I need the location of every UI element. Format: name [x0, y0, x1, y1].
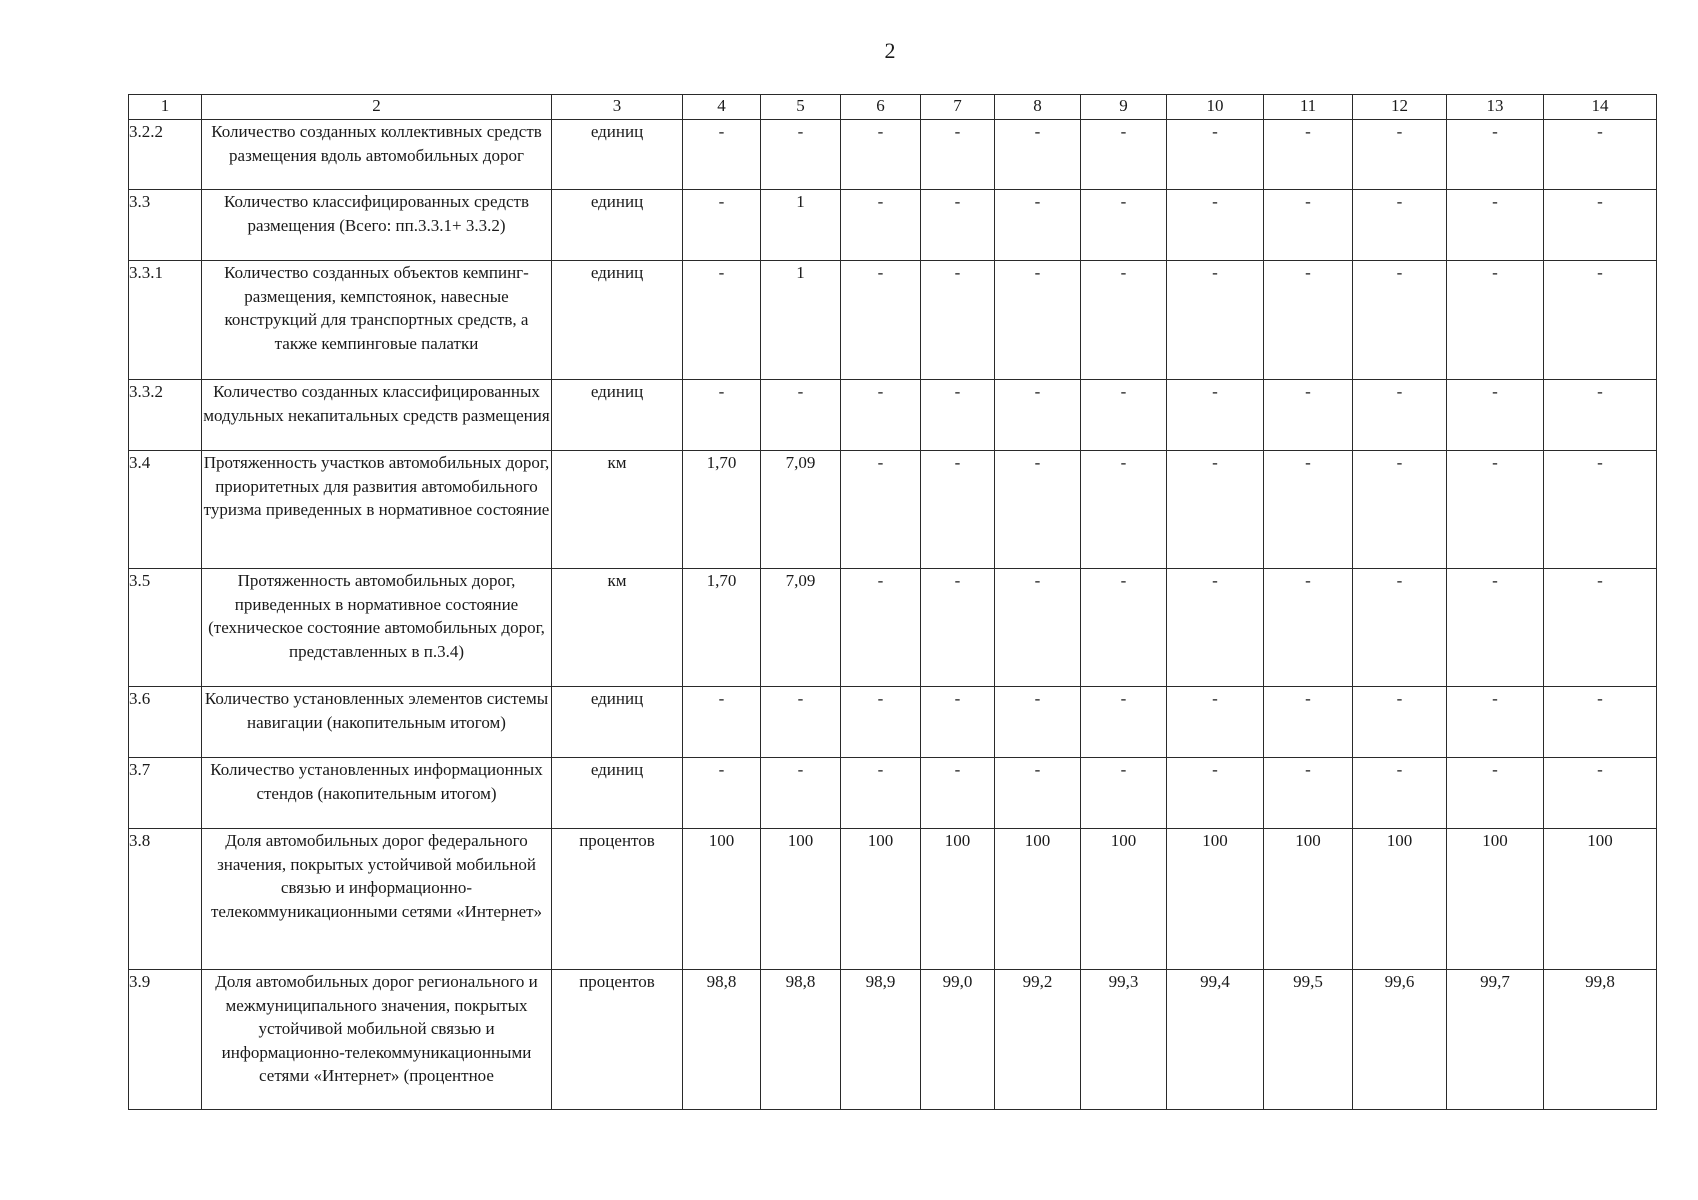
value-cell: -	[1353, 758, 1447, 829]
value-cell: -	[995, 687, 1081, 758]
value-cell: -	[1081, 569, 1167, 687]
value-cell: 100	[1081, 829, 1167, 970]
column-header-4: 4	[683, 95, 761, 120]
column-header-11: 11	[1264, 95, 1353, 120]
unit-cell: единиц	[552, 687, 683, 758]
indicator-name: Количество установленных информационных стендов (накопительным итогом)	[202, 758, 552, 829]
value-cell: -	[1264, 569, 1353, 687]
value-cell: 100	[1167, 829, 1264, 970]
value-cell: 100	[1544, 829, 1657, 970]
value-cell: -	[1264, 758, 1353, 829]
value-cell: 99,0	[921, 970, 995, 1110]
value-cell: -	[683, 261, 761, 380]
value-cell: -	[921, 120, 995, 190]
value-cell: -	[841, 569, 921, 687]
value-cell: -	[1544, 261, 1657, 380]
column-header-7: 7	[921, 95, 995, 120]
indicator-name: Количество установленных элементов системы навигации (накопительным итогом)	[202, 687, 552, 758]
value-cell: -	[1544, 380, 1657, 451]
value-cell: -	[683, 120, 761, 190]
value-cell: -	[1447, 120, 1544, 190]
value-cell: -	[1353, 261, 1447, 380]
table-row	[129, 758, 1657, 829]
value-cell: -	[841, 261, 921, 380]
value-cell: -	[841, 120, 921, 190]
value-cell: -	[1353, 451, 1447, 569]
table-row	[129, 829, 1657, 970]
value-cell: -	[995, 261, 1081, 380]
page-number: 2	[884, 38, 896, 63]
value-cell: -	[1264, 451, 1353, 569]
value-cell: 99,2	[995, 970, 1081, 1110]
row-number: 3.4	[129, 451, 202, 569]
value-cell: 100	[683, 829, 761, 970]
value-cell: 100	[1264, 829, 1353, 970]
value-cell: -	[1081, 261, 1167, 380]
column-header-1: 1	[129, 95, 202, 120]
value-cell: -	[841, 687, 921, 758]
column-header-12: 12	[1353, 95, 1447, 120]
value-cell: -	[1081, 380, 1167, 451]
value-cell: -	[1081, 451, 1167, 569]
value-cell: 99,8	[1544, 970, 1657, 1110]
table-row	[129, 451, 1657, 569]
value-cell: -	[921, 380, 995, 451]
value-cell: 7,09	[761, 451, 841, 569]
row-number: 3.3.2	[129, 380, 202, 451]
value-cell: 98,9	[841, 970, 921, 1110]
value-cell: 99,6	[1353, 970, 1447, 1110]
value-cell: -	[1081, 120, 1167, 190]
value-cell: -	[1167, 451, 1264, 569]
value-cell: 100	[921, 829, 995, 970]
value-cell: -	[683, 687, 761, 758]
value-cell: -	[1544, 120, 1657, 190]
value-cell: -	[761, 758, 841, 829]
indicator-name: Протяженность автомобильных дорог, приведенных в нормативное состояние (техническое состояние автомобильных дорог, представленных в п.3.4)	[202, 569, 552, 687]
value-cell: -	[1081, 687, 1167, 758]
column-header-9: 9	[1081, 95, 1167, 120]
column-header-10: 10	[1167, 95, 1264, 120]
value-cell: -	[1447, 380, 1544, 451]
table-header	[129, 95, 1657, 120]
indicator-name: Доля автомобильных дорог регионального и межмуниципального значения, покрытых устойчивой мобильной связью и информационно-телекоммуникационными сетями «Интернет» (процентное	[202, 970, 552, 1110]
value-cell: -	[841, 758, 921, 829]
indicator-name: Количество созданных коллективных средств размещения вдоль автомобильных дорог	[202, 120, 552, 190]
table-row	[129, 569, 1657, 687]
value-cell: -	[1081, 190, 1167, 261]
header-row	[129, 95, 1657, 120]
indicator-table	[128, 94, 1657, 1110]
row-number: 3.6	[129, 687, 202, 758]
value-cell: -	[1081, 758, 1167, 829]
value-cell: -	[921, 190, 995, 261]
column-header-6: 6	[841, 95, 921, 120]
row-number: 3.8	[129, 829, 202, 970]
value-cell: -	[995, 120, 1081, 190]
value-cell: -	[1447, 687, 1544, 758]
column-header-2: 2	[202, 95, 552, 120]
value-cell: 1	[761, 261, 841, 380]
value-cell: 100	[841, 829, 921, 970]
value-cell: -	[921, 451, 995, 569]
value-cell: -	[1167, 687, 1264, 758]
value-cell: -	[1167, 120, 1264, 190]
value-cell: -	[1167, 380, 1264, 451]
unit-cell: единиц	[552, 380, 683, 451]
row-number: 3.7	[129, 758, 202, 829]
value-cell: -	[1264, 261, 1353, 380]
value-cell: -	[1447, 451, 1544, 569]
table-body	[129, 120, 1657, 1110]
value-cell: 1,70	[683, 569, 761, 687]
value-cell: 99,7	[1447, 970, 1544, 1110]
value-cell: 98,8	[761, 970, 841, 1110]
table-row	[129, 380, 1657, 451]
value-cell: -	[1447, 758, 1544, 829]
value-cell: -	[1353, 569, 1447, 687]
column-header-14: 14	[1544, 95, 1657, 120]
unit-cell: км	[552, 569, 683, 687]
row-number: 3.3	[129, 190, 202, 261]
value-cell: -	[1264, 120, 1353, 190]
value-cell: -	[841, 380, 921, 451]
column-header-3: 3	[552, 95, 683, 120]
value-cell: -	[1544, 190, 1657, 261]
value-cell: -	[921, 687, 995, 758]
value-cell: -	[921, 758, 995, 829]
value-cell: 1,70	[683, 451, 761, 569]
value-cell: -	[1353, 190, 1447, 261]
table-row	[129, 120, 1657, 190]
value-cell: -	[921, 569, 995, 687]
column-header-8: 8	[995, 95, 1081, 120]
unit-cell: единиц	[552, 120, 683, 190]
value-cell: -	[995, 380, 1081, 451]
row-number: 3.9	[129, 970, 202, 1110]
row-number: 3.5	[129, 569, 202, 687]
unit-cell: процентов	[552, 829, 683, 970]
value-cell: -	[995, 190, 1081, 261]
value-cell: 99,5	[1264, 970, 1353, 1110]
unit-cell: процентов	[552, 970, 683, 1110]
value-cell: -	[1353, 380, 1447, 451]
column-header-13: 13	[1447, 95, 1544, 120]
column-header-5: 5	[761, 95, 841, 120]
value-cell: 100	[761, 829, 841, 970]
indicator-name: Количество созданных классифицированных модульных некапитальных средств размещения	[202, 380, 552, 451]
value-cell: -	[1544, 569, 1657, 687]
value-cell: -	[841, 451, 921, 569]
indicator-name: Количество созданных объектов кемпинг-размещения, кемпстоянок, навесные конструкций для транспортных средств, а также кемпинговые палатки	[202, 261, 552, 380]
row-number: 3.3.1	[129, 261, 202, 380]
table-row	[129, 190, 1657, 261]
value-cell: 100	[995, 829, 1081, 970]
value-cell: -	[761, 687, 841, 758]
value-cell: -	[683, 380, 761, 451]
row-number: 3.2.2	[129, 120, 202, 190]
value-cell: -	[921, 261, 995, 380]
value-cell: -	[1447, 261, 1544, 380]
value-cell: -	[1447, 190, 1544, 261]
value-cell: -	[995, 451, 1081, 569]
value-cell: 100	[1447, 829, 1544, 970]
table-row	[129, 261, 1657, 380]
value-cell: -	[1353, 687, 1447, 758]
value-cell: -	[1353, 120, 1447, 190]
value-cell: -	[841, 190, 921, 261]
indicator-name: Доля автомобильных дорог федерального значения, покрытых устойчивой мобильной связью и информационно-телекоммуникационными сетями «Интернет»	[202, 829, 552, 970]
unit-cell: км	[552, 451, 683, 569]
value-cell: -	[995, 758, 1081, 829]
value-cell: -	[761, 120, 841, 190]
value-cell: 98,8	[683, 970, 761, 1110]
unit-cell: единиц	[552, 758, 683, 829]
value-cell: -	[1167, 190, 1264, 261]
value-cell: -	[995, 569, 1081, 687]
value-cell: -	[1544, 758, 1657, 829]
value-cell: -	[683, 190, 761, 261]
value-cell: -	[1264, 190, 1353, 261]
table-row	[129, 687, 1657, 758]
table-row	[129, 970, 1657, 1110]
unit-cell: единиц	[552, 190, 683, 261]
value-cell: 1	[761, 190, 841, 261]
value-cell: -	[1447, 569, 1544, 687]
value-cell: 100	[1353, 829, 1447, 970]
value-cell: -	[1167, 758, 1264, 829]
value-cell: -	[683, 758, 761, 829]
value-cell: -	[1544, 687, 1657, 758]
value-cell: -	[1264, 380, 1353, 451]
value-cell: 7,09	[761, 569, 841, 687]
value-cell: -	[1264, 687, 1353, 758]
unit-cell: единиц	[552, 261, 683, 380]
indicator-name: Количество классифицированных средств размещения (Всего: пп.3.3.1+ 3.3.2)	[202, 190, 552, 261]
value-cell: -	[1167, 569, 1264, 687]
indicator-name: Протяженность участков автомобильных дорог, приоритетных для развития автомобильного туризма приведенных в нормативное состояние	[202, 451, 552, 569]
value-cell: -	[761, 380, 841, 451]
value-cell: -	[1544, 451, 1657, 569]
value-cell: 99,4	[1167, 970, 1264, 1110]
value-cell: 99,3	[1081, 970, 1167, 1110]
value-cell: -	[1167, 261, 1264, 380]
